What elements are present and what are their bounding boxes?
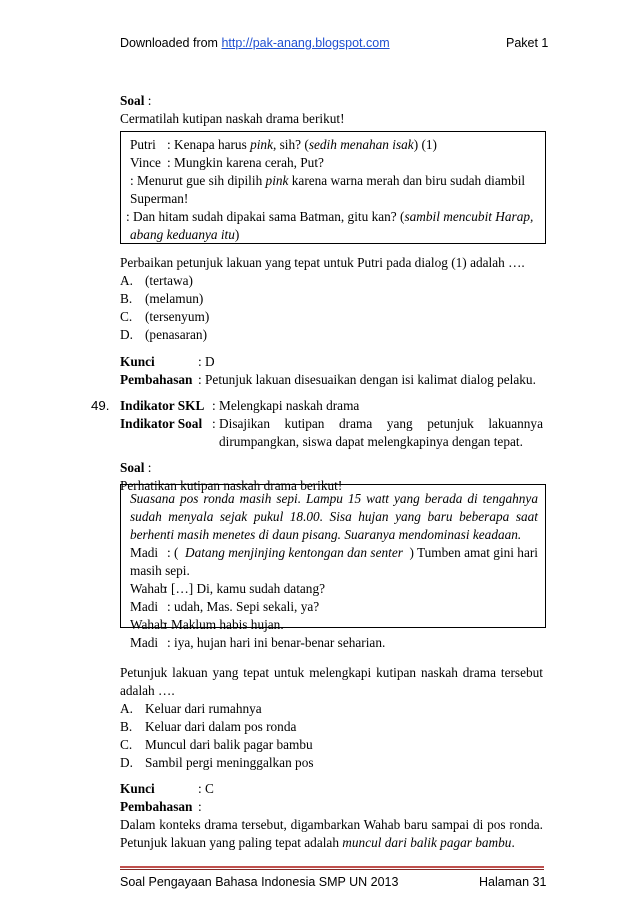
q49-skl-value: : Melengkapi naskah drama [212, 398, 360, 413]
q48-option-b-text: (melamun) [145, 291, 204, 306]
q48-option-c: C. [120, 309, 133, 324]
q49-madi-speaker-3: Madi [130, 635, 159, 650]
q49-question-line-2: adalah …. [120, 683, 175, 698]
q48-dialog-line-3: : Menurut gue sih dipilih pink karena warna merah dan biru sudah diambil [130, 173, 526, 188]
q48-kunci-value: : D [198, 354, 215, 369]
q49-kunci-value: : C [198, 781, 214, 796]
q49-indikator-soal-line-2: dirumpangkan, siswa dapat melengkapinya dengan tepat. [219, 434, 523, 449]
q49-wahab-speaker-1: Wahab [130, 581, 167, 596]
paket-label: Paket 1 [506, 36, 549, 50]
q49-option-b-text: Keluar dari dalam pos ronda [145, 719, 297, 734]
q49-madi-line-3: : iya, hujan hari ini benar-benar seharian. [167, 635, 386, 650]
q48-dialog-line-2-text: : Mungkin karena cerah, Put? [167, 155, 324, 170]
page-header [120, 36, 390, 50]
q49-skl-label: Indikator SKL [120, 398, 205, 413]
q49-pembahasan-line-2: Petunjuk lakuan yang paling tepat adalah muncul dari balik pagar bambu. [120, 835, 515, 850]
q49-option-a-text: Keluar dari rumahnya [145, 701, 262, 716]
q48-option-d-text: (penasaran) [145, 327, 208, 342]
q48-option-b: B. [120, 291, 133, 306]
q49-option-c: C. [120, 737, 133, 752]
q49-wahab-line-2: : Maklum habis hujan. [164, 617, 284, 632]
q49-narration-line-1: Suasana pos ronda masih sepi. Lampu 15 watt yang berada di tengahnya [130, 491, 538, 506]
q49-option-d-text: Sambil pergi meninggalkan pos [145, 755, 314, 770]
q48-dialog-line-5: : Dan hitam sudah dipakai sama Batman, gitu kan? (sambil mencubit Harap, [126, 209, 534, 224]
q49-wahab-speaker-2: Wahab [130, 617, 167, 632]
q49-option-b: B. [120, 719, 133, 734]
q48-dialog-line-1-text: : Kenapa harus pink, sih? (sedih menahan isak) (1) [167, 137, 437, 152]
q48-pembahasan-label: Pembahasan [120, 372, 193, 387]
footer-title: Soal Pengayaan Bahasa Indonesia SMP UN 2013 [120, 875, 399, 889]
q48-option-c-text: (tersenyum) [145, 309, 210, 324]
header-prefix: Downloaded from [120, 36, 218, 50]
q49-kunci-label: Kunci [120, 781, 155, 796]
q49-option-a: A. [120, 701, 133, 716]
q49-indikator-soal-line-1: : Disajikan kutipan drama yang petunjuk lakuannya [212, 416, 543, 431]
q49-narration-line-3: berhenti masih menetes di daun pisang. Suaranya mendominasi keadaan. [130, 527, 522, 542]
q48-dialog-line-2: Vince [130, 155, 161, 170]
q48-dialog-line-6: abang keduanya itu) [130, 227, 240, 242]
q49-pembahasan-line-1: Dalam konteks drama tersebut, digambarkan Wahab baru sampai di pos ronda. [120, 817, 543, 832]
q49-number: 49. [91, 398, 110, 413]
q48-soal-heading: Soal : [120, 93, 152, 108]
q48-question: Perbaikan petunjuk lakuan yang tepat untuk Putri pada dialog (1) adalah …. [120, 255, 525, 270]
q49-indikator-soal-label: Indikator Soal [120, 416, 203, 431]
q49-question-line-1: Petunjuk lakuan yang tepat untuk melengkapi kutipan naskah drama tersebut [120, 665, 543, 680]
q49-instruction: Perhatikan kutipan naskah drama berikut! [120, 478, 343, 493]
footer-rule-thin [120, 869, 544, 870]
q49-pembahasan-colon: : [198, 799, 202, 814]
q49-madi-speaker-1: Madi [130, 545, 159, 560]
q48-pembahasan-value: : Petunjuk lakuan disesuaikan dengan isi kalimat dialog pelaku. [198, 372, 536, 387]
q48-kunci-label: Kunci [120, 354, 155, 369]
q48-dialog-line-4: Superman! [130, 191, 189, 206]
q49-madi-speaker-2: Madi [130, 599, 159, 614]
footer-rule [120, 866, 544, 868]
q49-option-c-text: Muncul dari balik pagar bambu [145, 737, 313, 752]
q48-option-a-text: (tertawa) [145, 273, 193, 288]
q49-madi-line-1: : ( Datang menjinjing kentongan dan senter ) Tumben amat gini hari [167, 545, 538, 560]
soal-label: Soal [120, 460, 145, 475]
q48-option-a: A. [120, 273, 133, 288]
q48-instruction: Cermatilah kutipan naskah drama berikut! [120, 111, 345, 126]
q49-pembahasan-heading: Pembahasan [120, 799, 193, 814]
soal-label: Soal [120, 93, 145, 108]
q49-soal-heading: Soal : [120, 460, 152, 475]
q49-madi-line-1b: masih sepi. [130, 563, 190, 578]
q49-madi-line-2: : udah, Mas. Sepi sekali, ya? [167, 599, 320, 614]
q48-option-d: D. [120, 327, 133, 342]
q49-option-d: D. [120, 755, 133, 770]
page-number: Halaman 31 [479, 875, 547, 889]
q49-wahab-line-1: : […] Di, kamu sudah datang? [164, 581, 325, 596]
q48-dialog-line-1: Putri [130, 137, 156, 152]
q49-narration-line-2: sudah menyala sejak pukul 18.00. Sisa hujan yang baru beberapa saat [130, 509, 538, 524]
source-link[interactable]: http://pak-anang.blogspot.com [221, 36, 390, 50]
